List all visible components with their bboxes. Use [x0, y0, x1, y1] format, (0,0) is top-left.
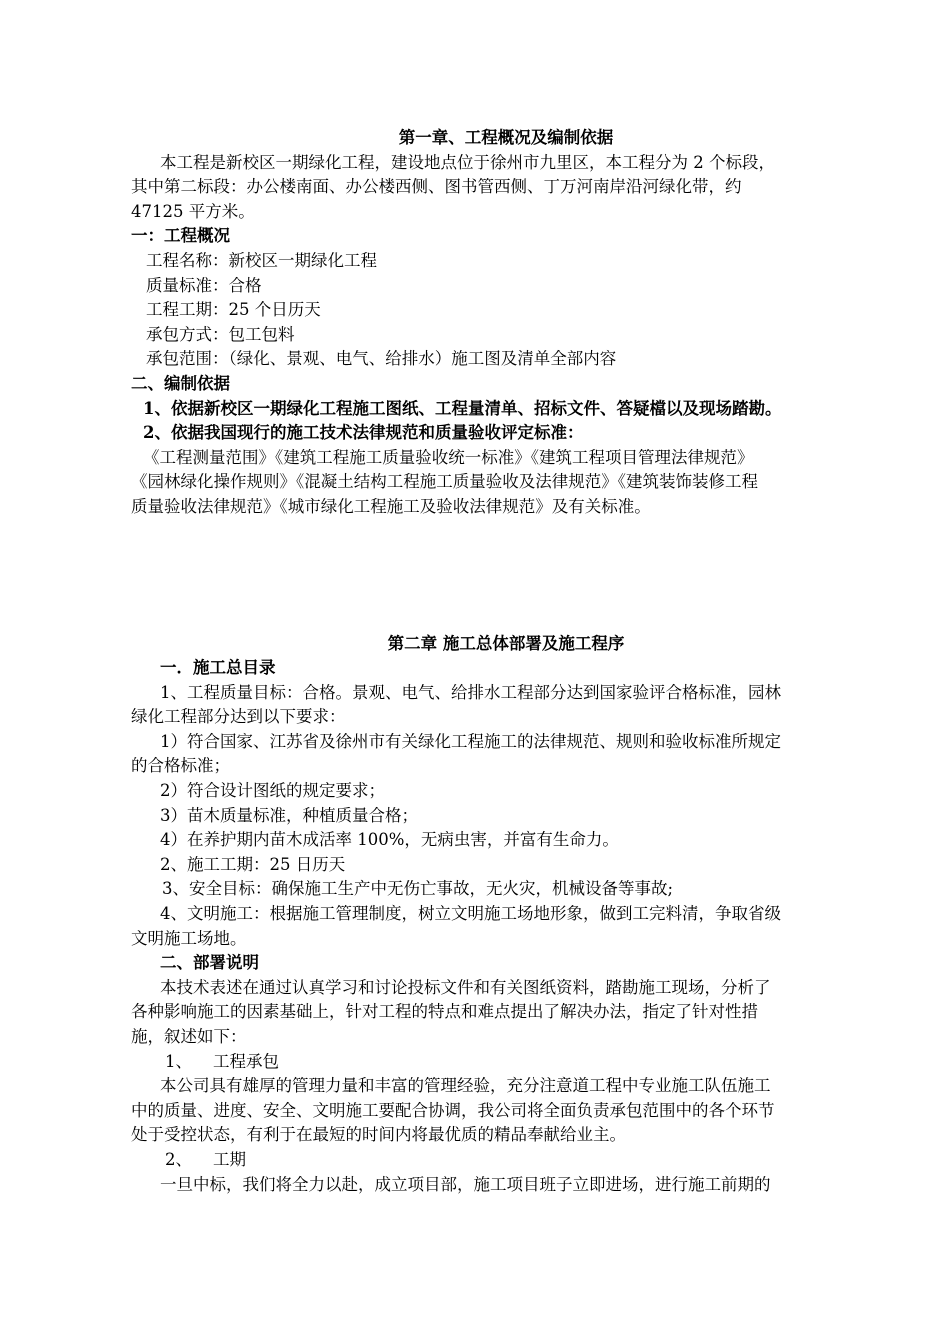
- goal-line: 2、施工工期：25 日历天: [160, 854, 346, 874]
- contract-line: 中的质量、进度、安全、文明施工要配合协调，我公司将全面负责承包范围中的各个环节: [131, 1100, 775, 1120]
- overview-item: 承包范围：（绿化、景观、电气、给排水）施工图及清单全部内容: [146, 349, 617, 369]
- chapter1-title: 第一章、工程概况及编制依据: [398, 128, 614, 147]
- standards-line: 质量验收法律规范》《城市绿化工程施工及验收法律规范》及有关标准。: [131, 496, 651, 516]
- subheading-schedule: [131, 1148, 881, 1173]
- overview-item: 工程名称：新校区一期绿化工程: [146, 250, 377, 270]
- standards-line: 《工程测量范围》《建筑工程施工质量验收统一标准》《建筑工程项目管理法律规范》: [143, 447, 754, 467]
- standards-line: 《园林绿化操作规则》《混凝土结构工程施工质量验收及法律规范》《建筑装饰装修工程: [131, 472, 758, 492]
- basis-item: 1、依据新校区一期绿化工程施工图纸、工程量清单、招标文件、答疑檔以及现场踏勘。: [143, 398, 782, 418]
- requirement-line: 2）符合设计图纸的规定要求；: [160, 781, 385, 801]
- intro-line: 其中第二标段：办公楼南面、办公楼西侧、图书管西侧、丁万河南岸沿河绿化带，约: [131, 177, 742, 197]
- schedule-line: 一旦中标，我们将全力以赴，成立项目部，施工项目班子立即进场，进行施工前期的: [160, 1174, 771, 1194]
- goal-line: 4、文明施工：根据施工管理制度，树立文明施工场地形象，做到工完料清，争取省级: [160, 904, 781, 924]
- goal-line: 3、安全目标：确保施工生产中无伤亡事故，无火灾，机械设备等事故;: [162, 879, 674, 899]
- item-number: 1、: [165, 1051, 192, 1071]
- deployment-line: 本技术表述在通过认真学习和讨论投标文件和有关图纸资料，踏勘施工现场，分析了: [160, 977, 771, 997]
- chapter2-title: 第二章 施工总体部署及施工程序: [387, 633, 625, 653]
- section-heading-deployment: 二、部署说明: [160, 953, 259, 973]
- basis-item: 2、依据我国现行的施工技术法律规范和质量验收评定标准：: [143, 423, 584, 443]
- item-number: 2、: [165, 1149, 192, 1169]
- section-heading-goals: 一．施工总目录: [160, 658, 276, 678]
- contract-line: 本公司具有雄厚的管理力量和丰富的管理经验，充分注意道工程中专业施工队伍施工: [160, 1076, 771, 1096]
- overview-item: 承包方式：包工包料: [146, 324, 295, 344]
- requirement-line: 3）苗木质量标准，种植质量合格；: [160, 805, 418, 825]
- overview-item: 质量标准：合格: [146, 275, 262, 295]
- intro-line: 本工程是新校区一期绿化工程，建设地点位于徐州市九里区，本工程分为 2 个标段，: [160, 152, 775, 172]
- goal-line: 绿化工程部分达到以下要求：: [131, 707, 346, 727]
- deployment-line: 各种影响施工的因素基础上，针对工程的特点和难点提出了解决办法，指定了针对性措: [131, 1002, 758, 1022]
- section-heading-basis: 二、编制依据: [131, 373, 230, 393]
- requirement-line: 4）在养护期内苗木成活率 100%，无病虫害，并富有生命力。: [160, 830, 619, 850]
- goal-line: 文明施工场地。: [131, 928, 247, 948]
- section-heading-overview: 一：工程概况: [131, 226, 230, 246]
- document-body: [131, 126, 881, 1197]
- subheading-contract: [131, 1050, 881, 1075]
- item-title: 工程承包: [213, 1051, 279, 1071]
- requirement-line: 1）符合国家、江苏省及徐州市有关绿化工程施工的法律规范、规则和验收标准所规定: [160, 731, 781, 751]
- goal-line: 1、工程质量目标：合格。景观、电气、给排水工程部分达到国家验评合格标准，园林: [160, 682, 781, 702]
- overview-item: 工程工期：25 个日历天: [146, 300, 321, 320]
- item-title: 工期: [213, 1149, 246, 1169]
- requirement-line: 的合格标准；: [131, 756, 230, 776]
- page-spacer: [131, 520, 881, 632]
- contract-line: 处于受控状态，有利于在最短的时间内将最优质的精品奉献给业主。: [131, 1125, 626, 1145]
- intro-line: 47125 平方米。: [131, 201, 255, 221]
- deployment-line: 施，叙述如下：: [131, 1027, 247, 1046]
